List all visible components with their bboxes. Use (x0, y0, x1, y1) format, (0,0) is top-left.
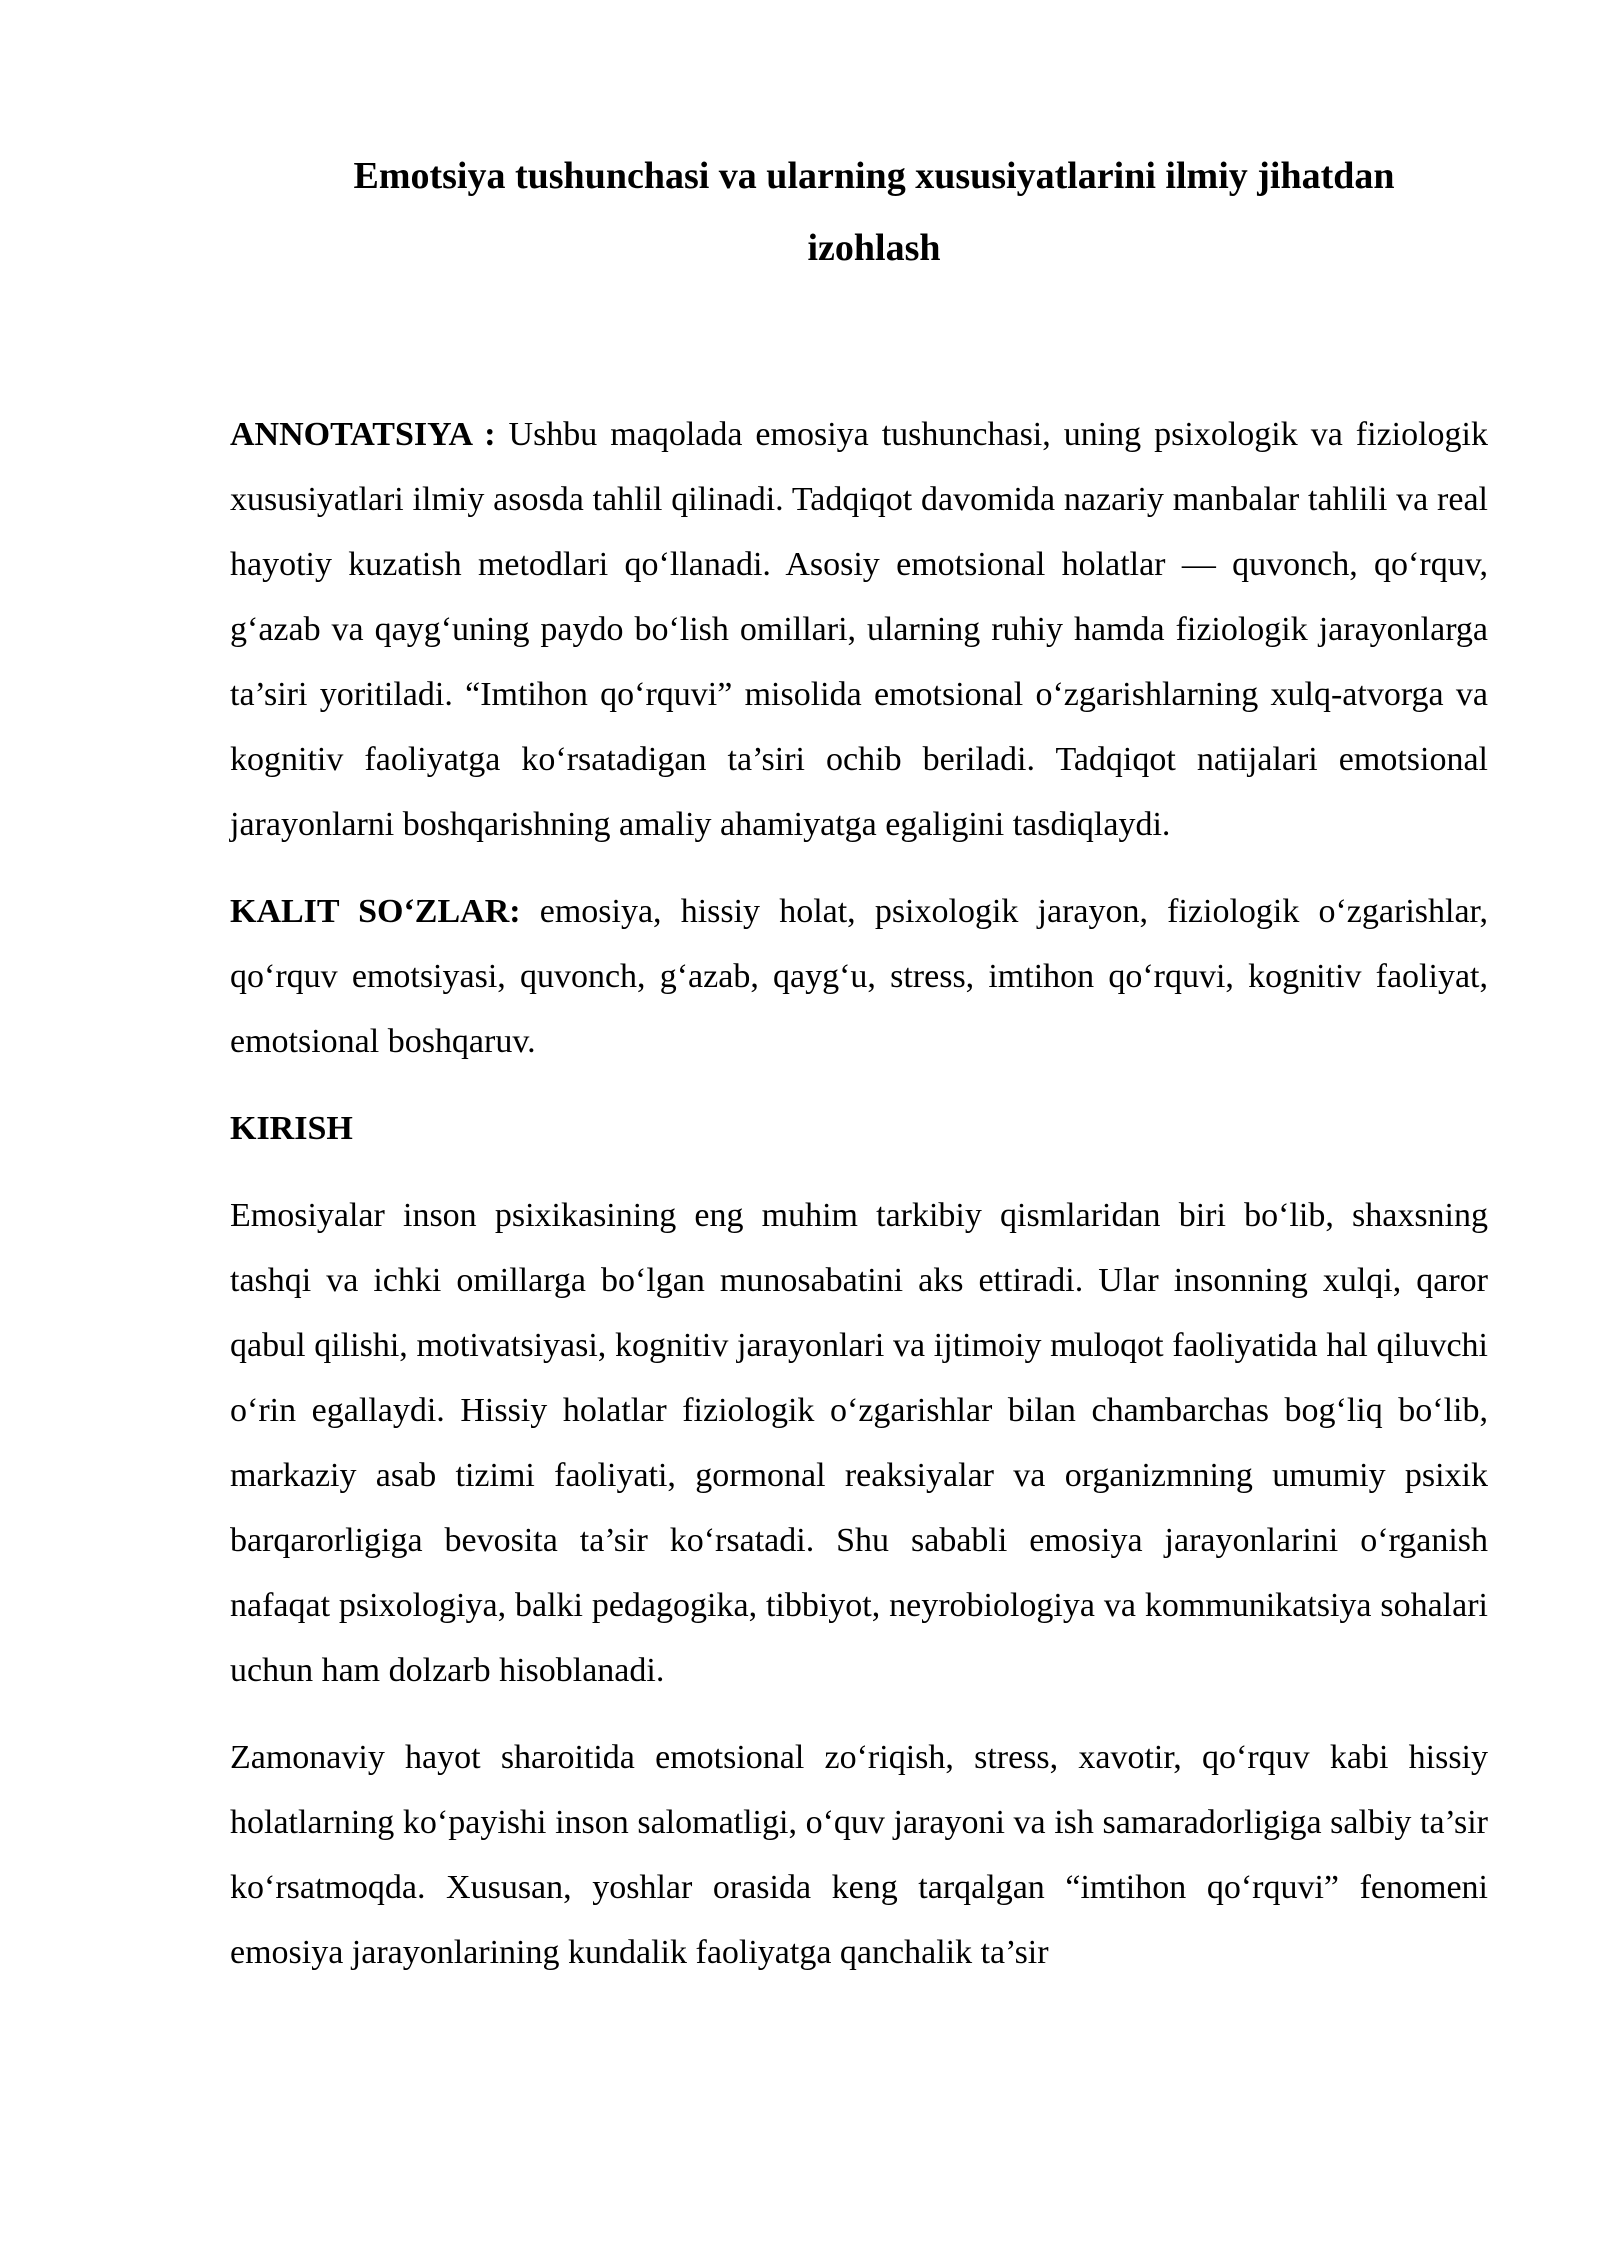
keywords-paragraph (230, 879, 1488, 1074)
keywords-text: emosiya, hissiy holat, psixologik jarayon, fiziologik o‘zgarishlar, qo‘rquv emotsiyasi, quvonch, g‘azab, qayg‘u, stress, imtihon qo‘rquvi, kognitiv faoliyat, emotsional boshqaruv. (230, 893, 1488, 1060)
intro-paragraph-2: Zamonaviy hayot sharoitida emotsional zo‘riqish, stress, xavotir, qo‘rquv kabi hissiy holatlarning ko‘payishi inson salomatligi, o‘quv jarayoni va ish samaradorligiga salbiy ta’sir ko‘rsatmoqda. Xususan, yoshlar orasida keng tarqalgan “imtihon qo‘rquvi” fenomeni emosiya jarayonlarining kundalik faoliyatga qanchalik ta’sir (230, 1739, 1488, 1971)
annotation-label: ANNOTATSIYA : (230, 416, 509, 453)
paper-title (230, 140, 1488, 284)
annotation-paragraph (230, 402, 1488, 857)
title-line-2: izohlash (807, 227, 941, 269)
annotation-text: Ushbu maqolada emosiya tushunchasi, uning psixologik va fiziologik xususiyatlari ilmiy asosda tahlil qilinadi. Tadqiqot davomida nazariy manbalar tahlili va real hayotiy kuzatish metodlari qo‘llanadi. Asosiy emotsional holatlar — quvonch, qo‘rquv, g‘azab va qayg‘uning paydo bo‘lish omillari, ularning ruhiy hamda fiziologik jarayonlarga ta’siri yoritiladi. “Imtihon qo‘rquvi” misolida emotsional o‘zgarishlarning xulq-atvorga va kognitiv faoliyatga ko‘rsatadigan ta’siri ochib beriladi. Tadqiqot natijalari emotsional jarayonlarni boshqarishning amaliy ahamiyatga egaligini tasdiqlaydi. (230, 416, 1488, 843)
keywords-label: KALIT SO‘ZLAR: (230, 893, 540, 930)
title-line-1: Emotsiya tushunchasi va ularning xususiyatlarini ilmiy jihatdan (353, 155, 1395, 197)
section-heading-intro: KIRISH (230, 1110, 353, 1147)
intro-paragraph-1: Emosiyalar inson psixikasining eng muhim tarkibiy qismlaridan biri bo‘lib, shaxsning tashqi va ichki omillarga bo‘lgan munosabatini aks ettiradi. Ular insonning xulqi, qaror qabul qilishi, motivatsiyasi, kognitiv jarayonlari va ijtimoiy muloqot faoliyatida hal qiluvchi o‘rin egallaydi. Hissiy holatlar fiziologik o‘zgarishlar bilan chambarchas bog‘liq bo‘lib, markaziy asab tizimi faoliyati, gormonal reaksiyalar va organizmning umumiy psixik barqarorligiga bevosita ta’sir ko‘rsatadi. Shu sababli emosiya jarayonlarini o‘rganish nafaqat psixologiya, balki pedagogika, tibbiyot, neyrobiologiya va kommunikatsiya sohalari uchun ham dolzarb hisoblanadi. (230, 1197, 1488, 1689)
document-page (230, 140, 1488, 1985)
